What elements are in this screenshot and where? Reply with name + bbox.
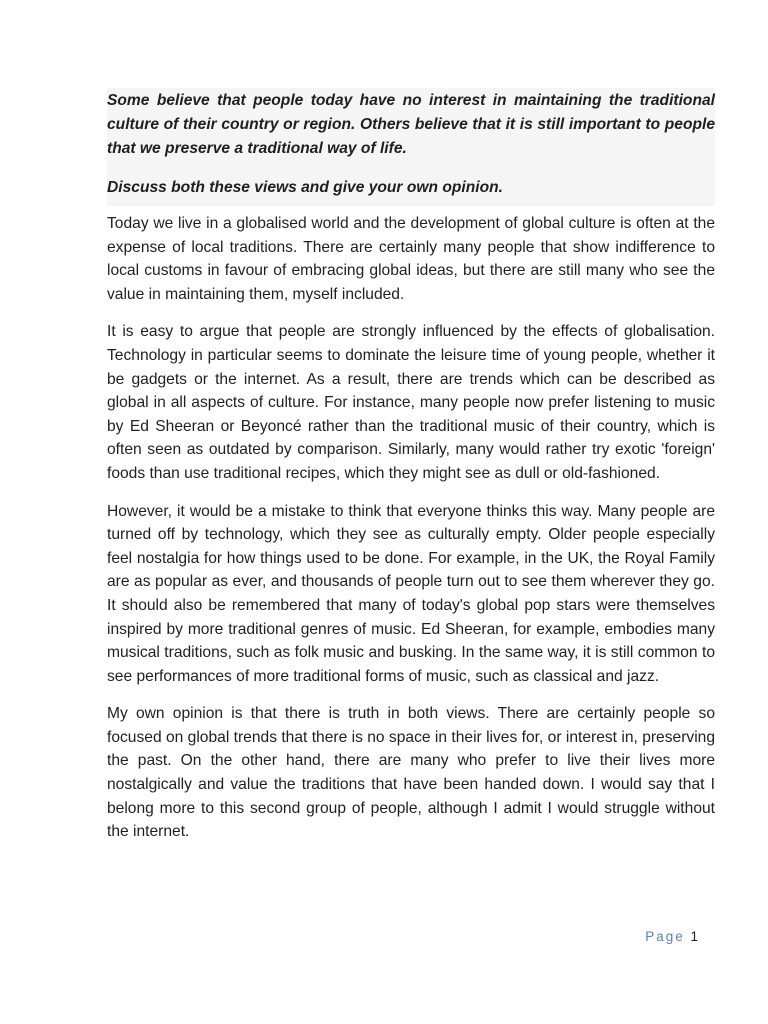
prompt-statement: Some believe that people today have no interest in maintaining the traditional culture of their country or region. Others believe that it is still important to people that we preserve a traditional way of life. (107, 92, 715, 157)
page-number: 1 (690, 929, 698, 944)
essay-paragraph-conclusion: My own opinion is that there is truth in both views. There are certainly people so focused on global trends that there is no space in their lives for, or interest in, preserving the past. On the other hand, there are many who prefer to live their lives more nostalgically and value the traditions that have been handed down. I would say that I belong more to this second group of people, although I admit I would struggle without the internet. (107, 705, 715, 841)
page-footer (645, 929, 698, 944)
essay-paragraph-globalisation: It is easy to argue that people are strongly influenced by the effects of globalisation. Technology in particular seems to dominate the leisure time of young people, whether it be gadgets or the internet. As a result, there are trends which can be described as global in all aspects of culture. For instance, many people now prefer listening to music by Ed Sheeran or Beyoncé rather than the traditional music of their country, which is often seen as outdated by comparison. Similarly, many would rather try exotic 'foreign' foods than use traditional recipes, which they might see as dull or old-fashioned. (107, 323, 715, 482)
essay-paragraph-tradition: However, it would be a mistake to think that everyone thinks this way. Many people are turned off by technology, which they see as culturally empty. Older people especially feel nostalgia for how things used to be done. For example, in the UK, the Royal Family are as popular as ever, and thousands of people turn out to see them wherever they go. It should also be remembered that many of today's global pop stars were themselves inspired by more traditional genres of music. Ed Sheeran, for example, embodies many musical traditions, such as folk music and busking. In the same way, it is still common to see performances of more traditional forms of music, such as classical and jazz. (107, 502, 715, 685)
essay-paragraph-intro: Today we live in a globalised world and the development of global culture is often at the expense of local traditions. There are certainly many people that show indifference to local customs in favour of embracing global ideas, but there are still many who see the value in maintaining them, myself included. (107, 215, 715, 303)
page-label: Page (645, 929, 685, 944)
document-page (107, 88, 715, 858)
essay-prompt (107, 88, 715, 206)
prompt-instruction: Discuss both these views and give your own opinion. (107, 179, 503, 196)
